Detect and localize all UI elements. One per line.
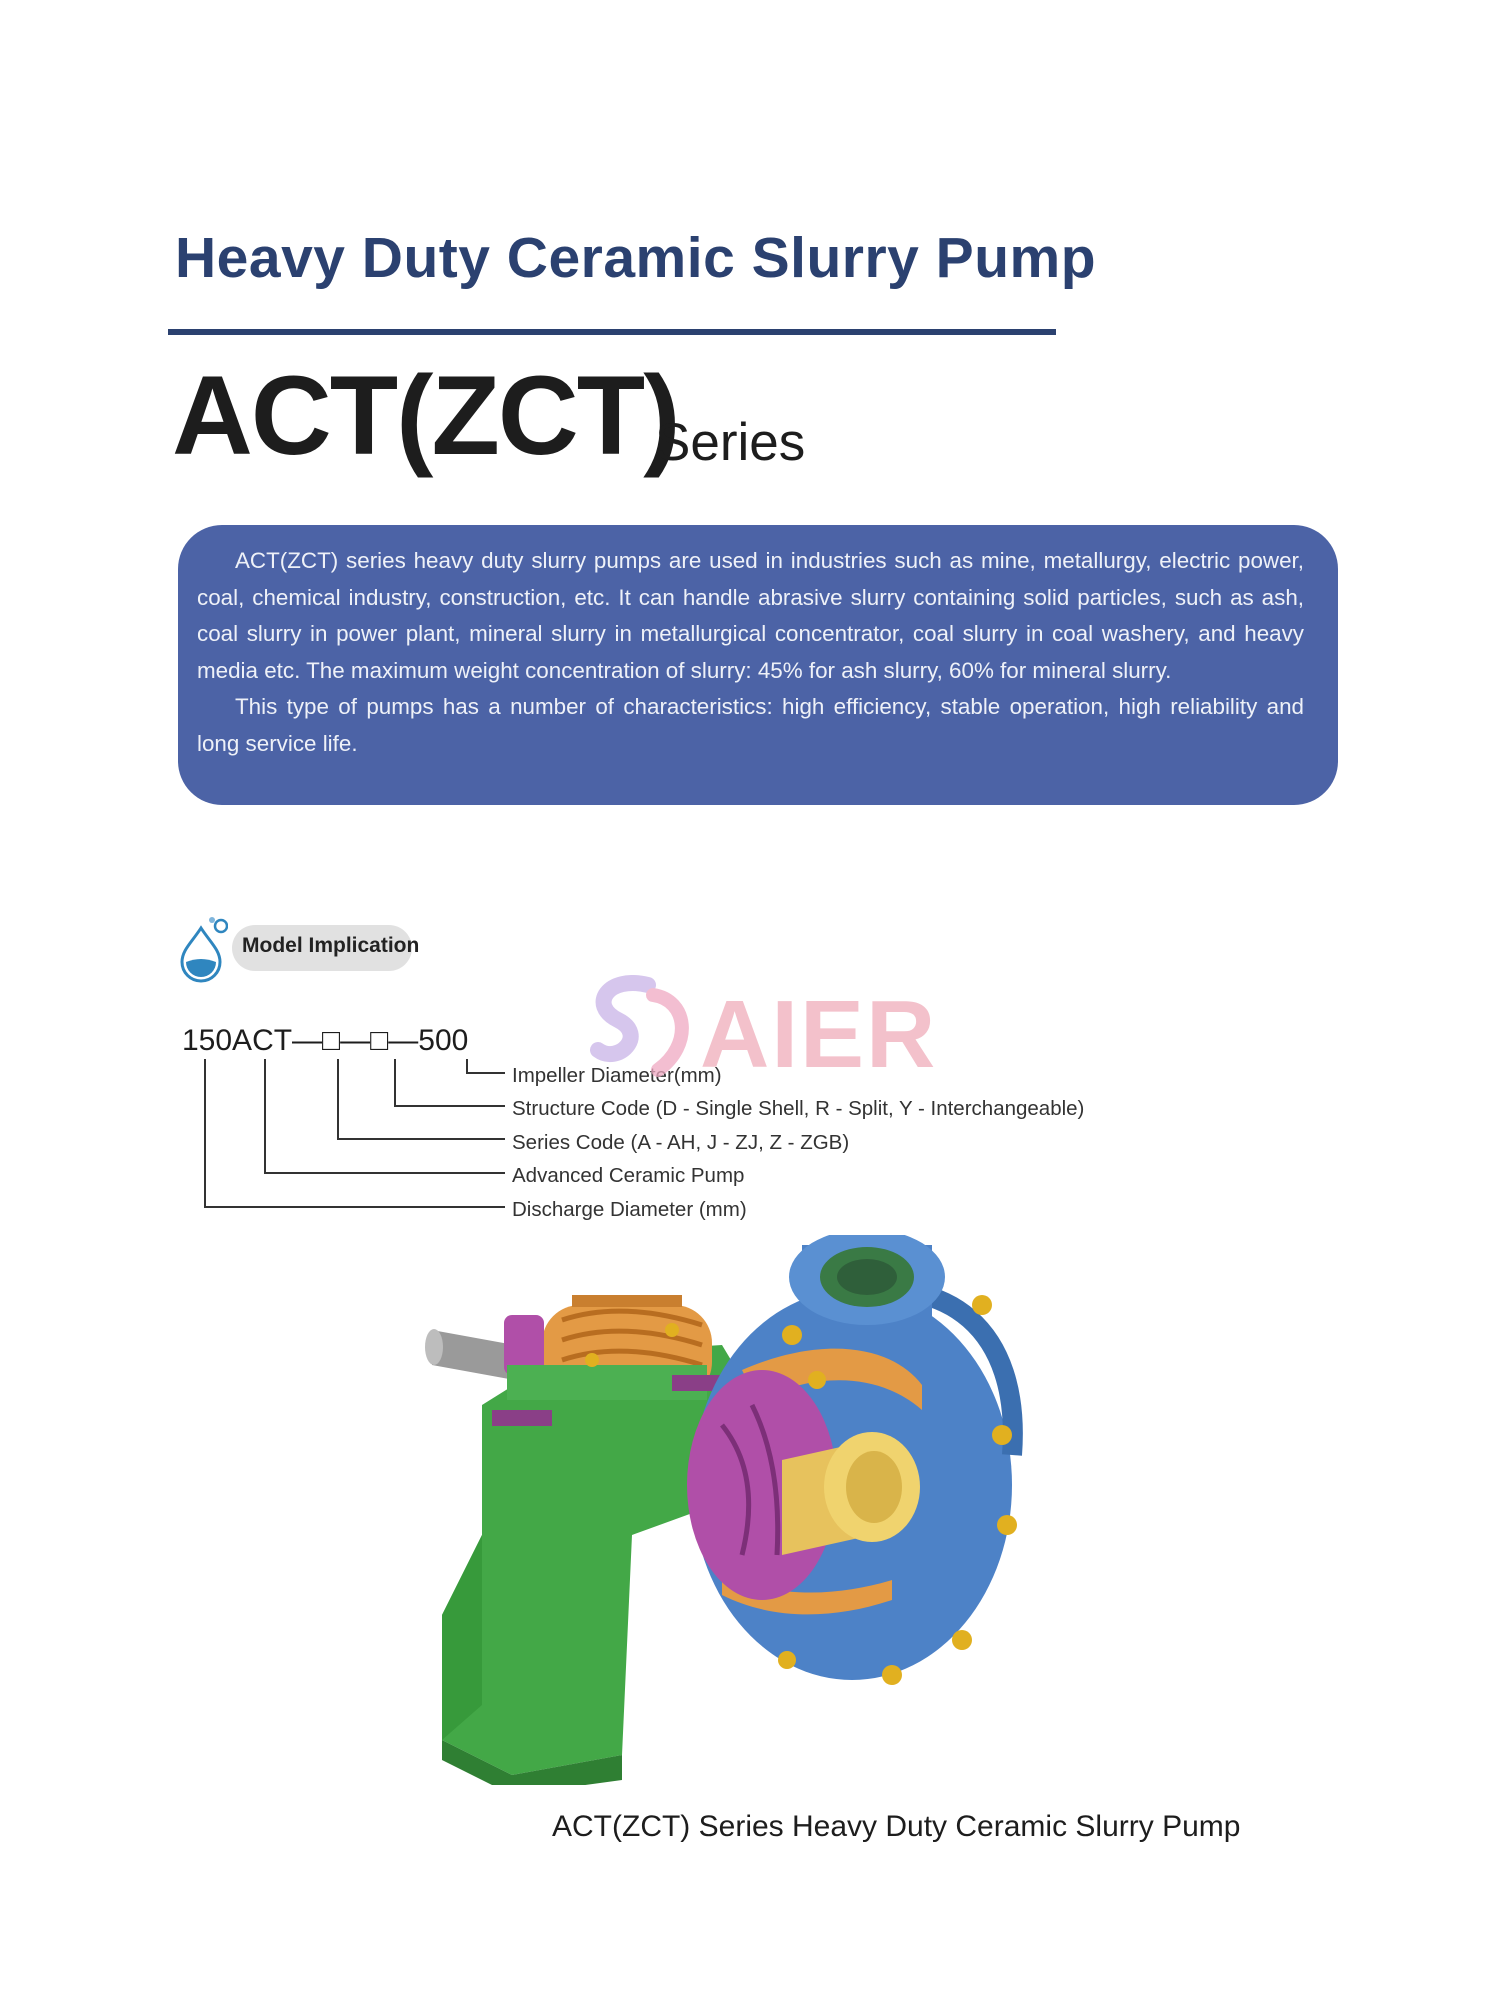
legend-impeller-diameter: Impeller Diameter(mm) xyxy=(512,1064,722,1087)
connector-series xyxy=(338,1059,505,1139)
legend-discharge-diameter: Discharge Diameter (mm) xyxy=(512,1198,747,1221)
connector-discharge xyxy=(205,1059,505,1207)
description-paragraph-1: ACT(ZCT) series heavy duty slurry pumps are used in industries such as mine, metallurgy, electric power, coal, chemical industry, construction, etc. It can handle abrasive slurry containing solid particles, such as ash, coal slurry in power plant, mineral slurry in metallurgical concentrator, coal slurry in coal washery, and heavy media etc. The maximum weight concentration of slurry: 45% for ash slurry, 60% for mineral slurry. xyxy=(197,548,1304,683)
legend-series-code: Series Code (A - AH, J - ZJ, Z - ZGB) xyxy=(512,1131,850,1154)
illustration-caption: ACT(ZCT) Series Heavy Duty Ceramic Slurry Pump xyxy=(552,1810,1241,1843)
section-title: Model Implication xyxy=(242,934,420,957)
aier-logo-mark xyxy=(578,975,708,1085)
description-paragraph-2: This type of pumps has a number of characteristics: high efficiency, stable operation, high reliability and long service life. xyxy=(197,694,1304,756)
connector-structure xyxy=(395,1059,505,1106)
legend-advanced-ceramic: Advanced Ceramic Pump xyxy=(512,1164,745,1187)
series-subheading: Series xyxy=(655,413,806,472)
slurry-pump-cutaway-illustration xyxy=(422,1235,1072,1785)
model-code: 150ACT—□—□—500 xyxy=(182,1024,469,1057)
watermark: AIER xyxy=(700,981,938,1088)
series-heading: ACT(ZCT) xyxy=(172,353,679,478)
connector-impeller xyxy=(467,1059,505,1073)
page-title: Heavy Duty Ceramic Slurry Pump xyxy=(175,226,1097,290)
legend-structure-code: Structure Code (D - Single Shell, R - Split, Y - Interchangeable) xyxy=(512,1097,1085,1120)
connector-advanced xyxy=(265,1059,505,1173)
